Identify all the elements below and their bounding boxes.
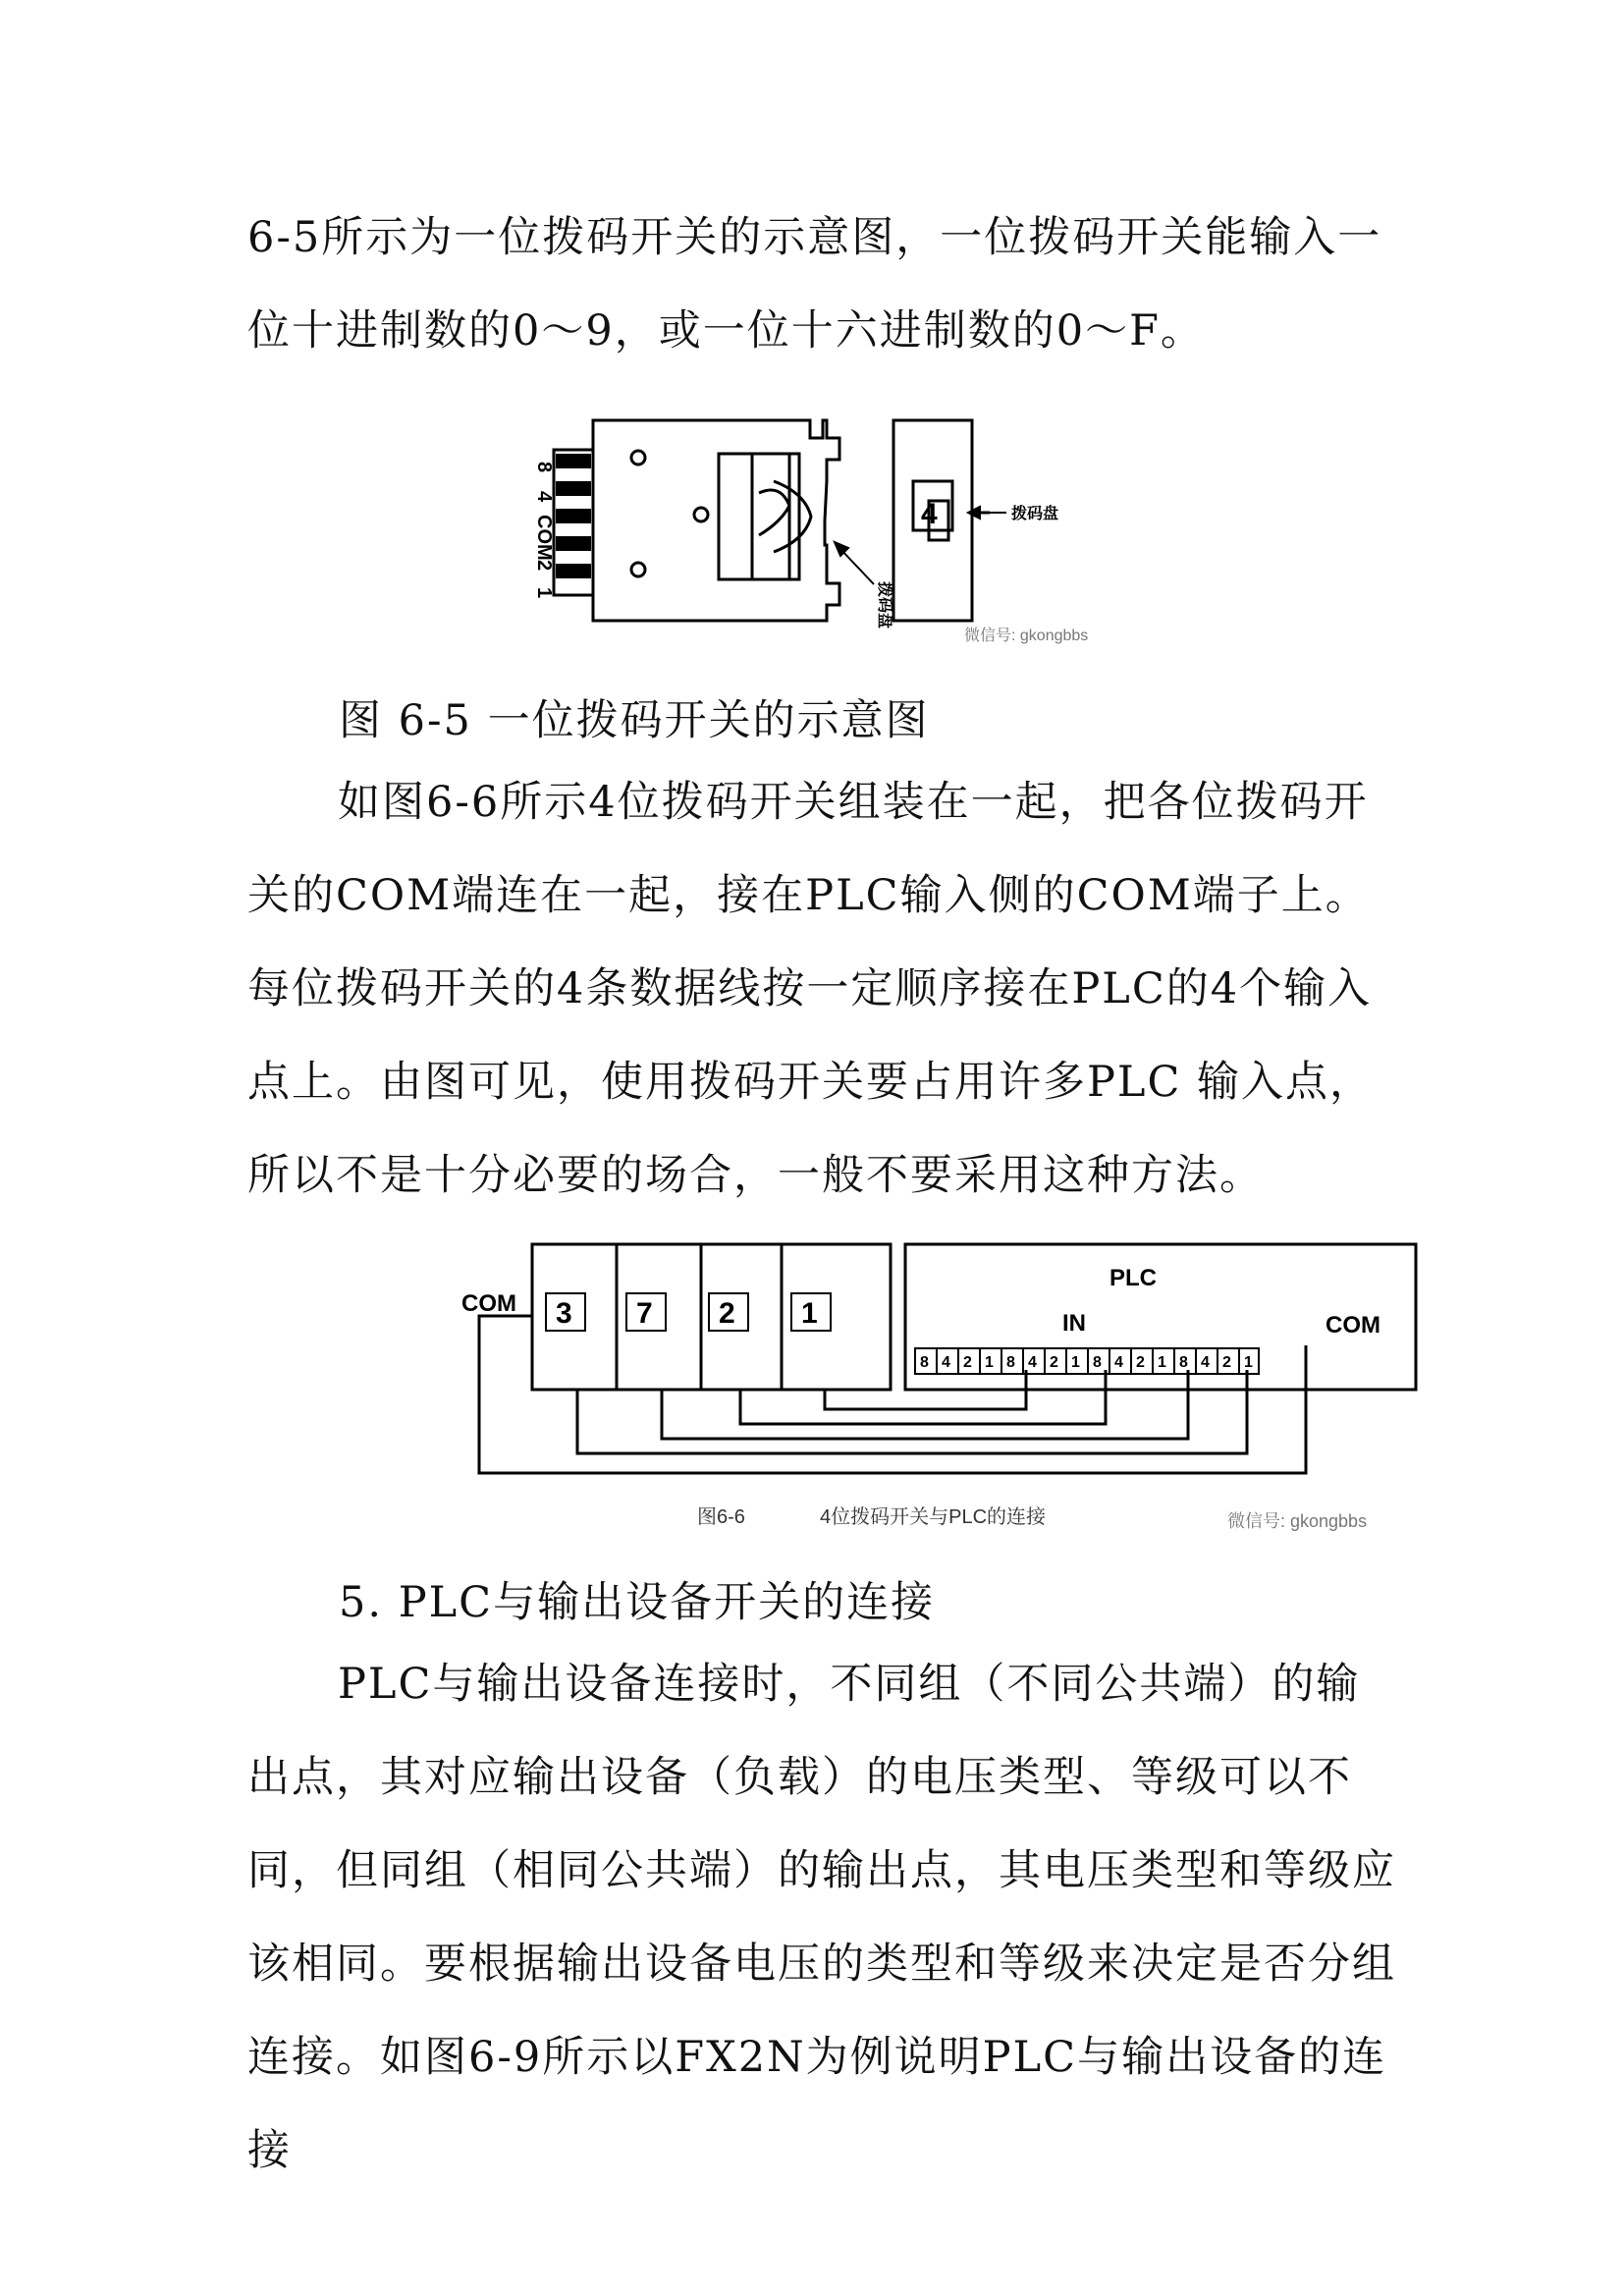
plc-com-label: COM	[1325, 1312, 1380, 1339]
figure-6-6-diagram	[461, 1232, 1453, 1547]
paragraph-intro: 6-5所示为一位拨码开关的示意图，一位拨码开关能输入一位十进制数的0～9，或一位十六进制数的0～F。	[247, 213, 1382, 355]
section-heading: 5. PLC与输出设备开关的连接	[339, 1578, 936, 1627]
terminal-label: 1	[1071, 1354, 1080, 1371]
paragraph-output-wiring: PLC与输出设备连接时，不同组（不同公共端）的输出点，其对应输出设备（负载）的电压类型、等级可以不同，但同组（相同公共端）的输出点，其电压类型和等级应该相同。要根据输出设备电压的类型和等级来决定是否分组连接。如图6-9所示以FX2N为例说明PLC与输出设备的连接	[247, 1660, 1396, 2175]
terminal-label: 8	[1179, 1354, 1188, 1371]
pin-label-1: 1	[533, 587, 555, 599]
digit-2: 2	[719, 1297, 735, 1330]
terminal-label: 2	[963, 1354, 972, 1371]
figure-6-5-caption: 图 6-5 一位拨码开关的示意图	[339, 696, 930, 745]
watermark: 微信号: gkongbbs	[1227, 1511, 1368, 1531]
digit-7: 7	[636, 1297, 653, 1330]
paragraph-dip-switch-wiring: 如图6-6所示4位拨码开关组装在一起，把各位拨码开关的COM端连在一起，接在PLC输入侧的COM端子上。每位拨码开关的4条数据线按一定顺序接在PLC的4个输入点上。由图可见，使用拨码开关要占用许多PLC 输入点，所以不是十分必要的场合，一般不要采用这种方法。	[247, 778, 1375, 1200]
pin-label-8: 8	[533, 462, 555, 473]
figure-6-6-caption: 4位拨码开关与PLC的连接	[820, 1506, 1047, 1528]
terminal-label: 1	[1158, 1354, 1166, 1371]
switch-com-label: COM	[461, 1290, 516, 1317]
terminal-label: 4	[1201, 1354, 1210, 1371]
figure-6-5-diagram	[511, 412, 1188, 648]
terminal-label: 2	[1050, 1354, 1058, 1371]
digit-3: 3	[556, 1297, 572, 1330]
digit-1: 1	[801, 1297, 818, 1330]
terminal-label: 1	[1244, 1354, 1253, 1371]
terminal-label: 8	[1006, 1354, 1015, 1371]
pin-label-2: 2	[533, 560, 555, 572]
pin-label-4: 4	[533, 491, 555, 503]
terminal-label: 8	[1093, 1354, 1102, 1371]
digit-4: 4	[921, 498, 938, 530]
plc-in-label: IN	[1062, 1310, 1086, 1337]
watermark: 微信号: gkongbbs	[964, 628, 1089, 644]
figure-6-6-number: 图6-6	[697, 1506, 745, 1528]
dial-label-side: 拨码盘	[876, 581, 893, 629]
plc-label: PLC	[1109, 1265, 1157, 1291]
terminal-label: 4	[942, 1354, 950, 1371]
terminal-label: 4	[1114, 1354, 1123, 1371]
terminal-label: 1	[985, 1354, 994, 1371]
terminal-label: 2	[1136, 1354, 1145, 1371]
terminal-label: 2	[1222, 1354, 1231, 1371]
dial-label-front: 拨码盘	[1011, 506, 1059, 522]
terminal-label: 8	[920, 1354, 929, 1371]
terminal-label: 4	[1028, 1354, 1037, 1371]
pin-label-com: COM	[533, 515, 555, 561]
